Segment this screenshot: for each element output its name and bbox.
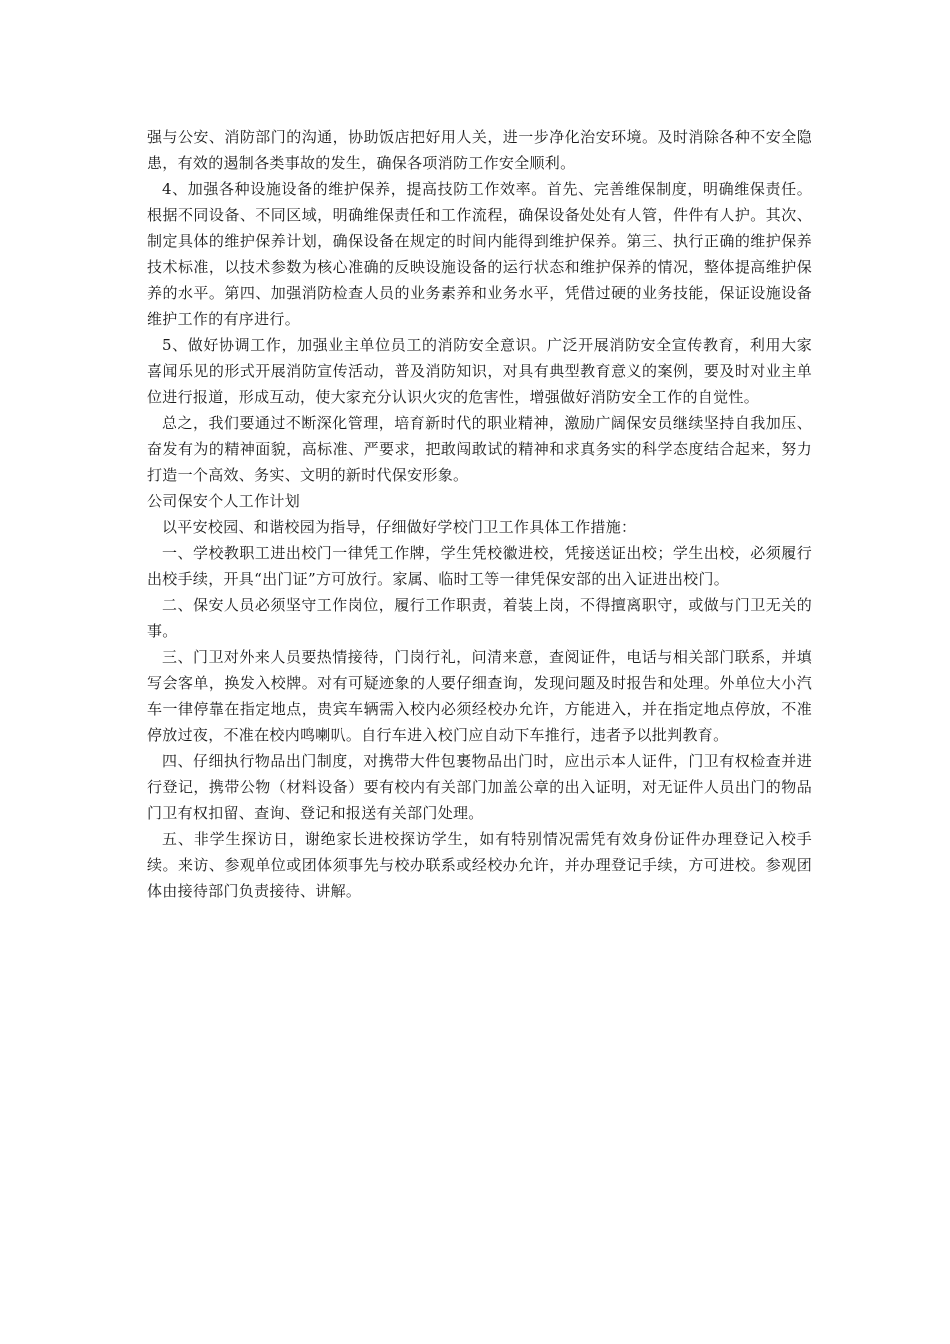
paragraph-intro: 以平安校园、和谐校园为指导，仔细做好学校门卫工作具体工作措施： — [162, 518, 637, 536]
paragraph-rule-3: 三、门卫对外来人员要热情接待，门岗行礼，问清来意，查阅证件，电话与相关部门联系，并填写会客单，换发入校牌。对有可疑迹象的人要仔细查询，发现问题及时报告和处理。外单位大小汽车一律停靠在指定地点，贵宾车辆需入校内必须经校办允许，方能进入，并在指定地点停放，不准停放过夜，不准在校内鸣喇叭。自行车进入校门应自动下车推行，违者予以批判教育。 — [147, 648, 812, 744]
paragraph-rule-4: 四、仔细执行物品出门制度，对携带大件包裹物品出门时，应出示本人证件，门卫有权检查并进行登记，携带公物（材料设备）要有校内有关部门加盖公章的出入证明，对无证件人员出门的物品门卫有权扣留、查询、登记和报送有关部门处理。 — [147, 752, 812, 822]
paragraph-summary: 总之，我们要通过不断深化管理，培育新时代的职业精神，激励广阔保安员继续坚持自我加压、奋发有为的精神面貌，高标准、严要求，把敢闯敢试的精神和求真务实的科学态度结合起来，努力打造一个高效、务实、文明的新时代保安形象。 — [147, 414, 812, 484]
paragraph-rule-2: 二、保安人员必须坚守工作岗位，履行工作职责，着装上岗，不得擅离职守，或做与门卫无关的事。 — [147, 596, 812, 640]
document-body — [147, 124, 812, 904]
paragraph-item-5: 5、做好协调工作，加强业主单位员工的消防安全意识。广泛开展消防安全宣传教育，利用大家喜闻乐见的形式开展消防宣传活动，普及消防知识，对具有典型教育意义的案例，要及时对业主单位进行报道，形成互动，使大家充分认识火灾的危害性，增强做好消防安全工作的自觉性。 — [147, 336, 812, 406]
paragraph-rule-1: 一、学校教职工进出校门一律凭工作牌，学生凭校徽进校，凭接送证出校；学生出校，必须履行出校手续，开具“出门证”方可放行。家属、临时工等一律凭保安部的出入证进出校门。 — [147, 544, 812, 588]
paragraph-rule-5: 五、非学生探访日，谢绝家长进校探访学生，如有特别情况需凭有效身份证件办理登记入校手续。来访、参观单位或团体须事先与校办联系或经校办允许，并办理登记手续，方可进校。参观团体由接待部门负责接待、讲解。 — [147, 830, 812, 900]
paragraph-item-4: 4、加强各种设施设备的维护保养，提高技防工作效率。首先、完善维保制度，明确维保责任。根据不同设备、不同区域，明确维保责任和工作流程，确保设备处处有人管，件件有人护。其次、制定具体的维护保养计划，确保设备在规定的时间内能得到维护保养。第三、执行正确的维护保养技术标准，以技术参数为核心准确的反映设施设备的运行状态和维护保养的情况，整体提高维护保养的水平。第四、加强消防检查人员的业务素养和业务水平，凭借过硬的业务技能，保证设施设备维护工作的有序进行。 — [147, 180, 812, 328]
paragraph-continuation: 强与公安、消防部门的沟通，协助饭店把好用人关，进一步净化治安环境。及时消除各种不安全隐患，有效的遏制各类事故的发生，确保各项消防工作安全顺利。 — [147, 128, 812, 172]
section-title: 公司保安个人工作计划 — [147, 492, 301, 510]
